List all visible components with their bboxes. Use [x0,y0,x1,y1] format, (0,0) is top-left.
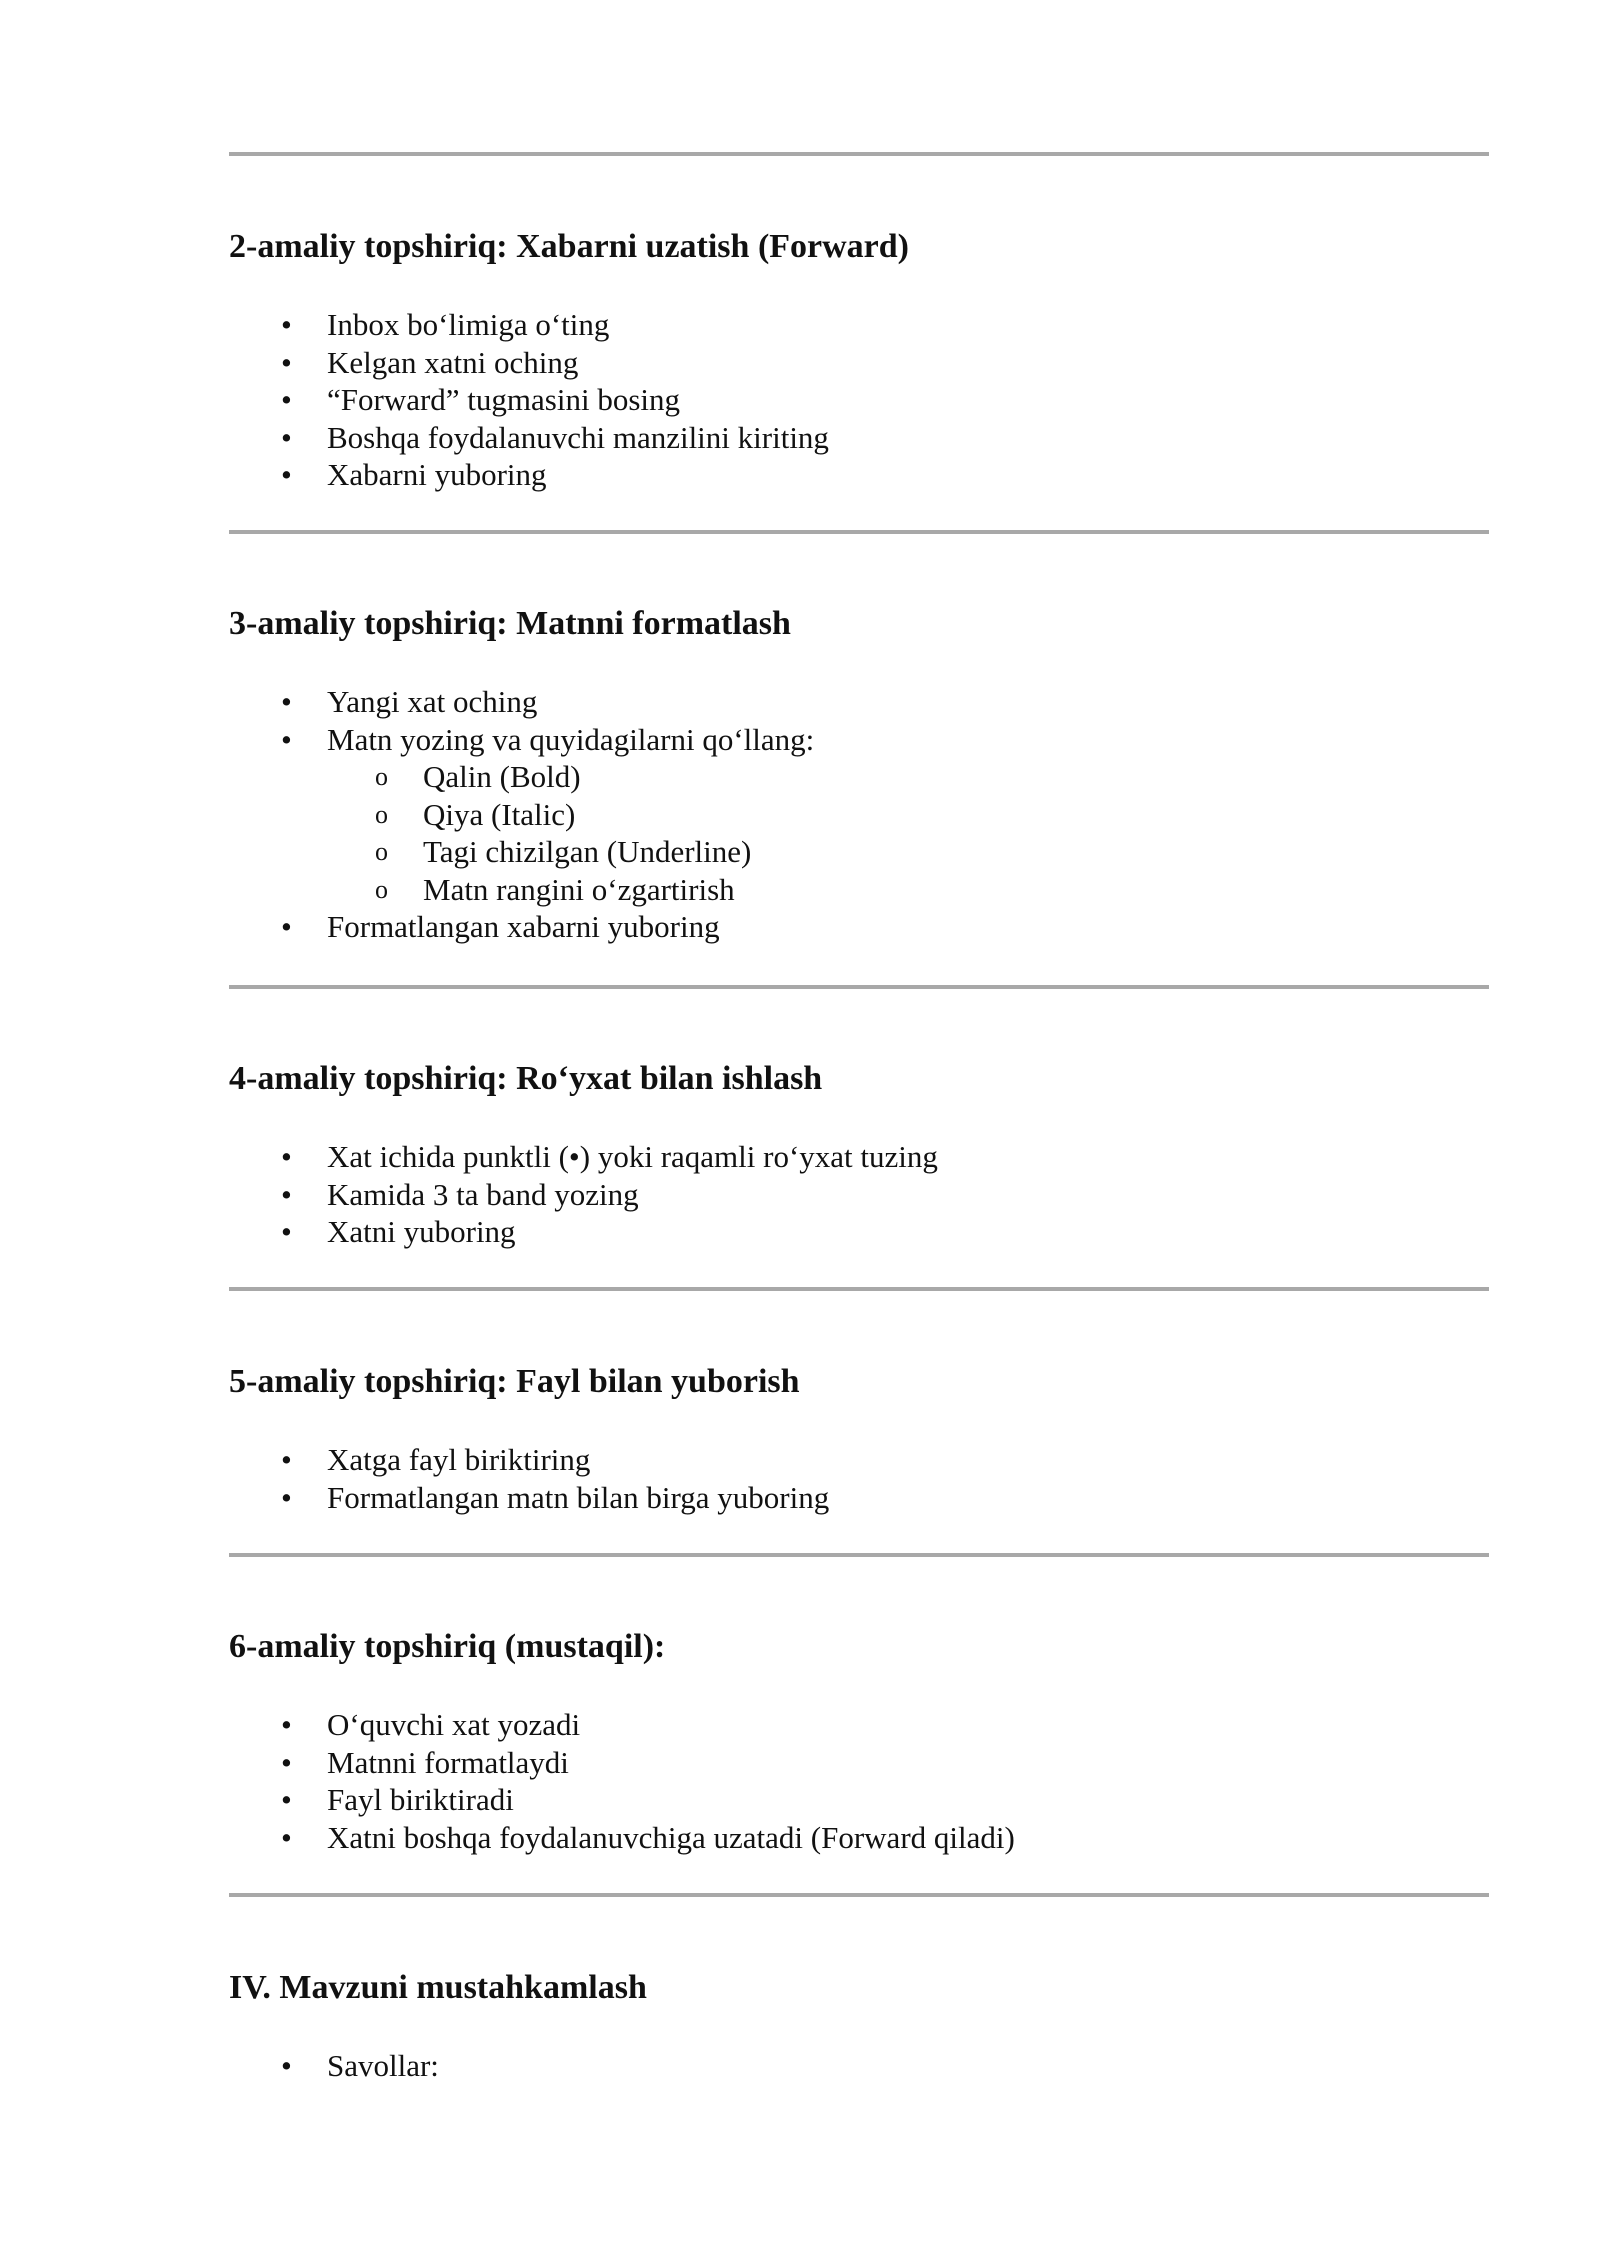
bullet-icon: • [281,1214,292,1249]
bullet-icon: • [281,1744,292,1780]
horizontal-rule [229,1287,1489,1291]
circle-bullet-icon: o [375,799,388,829]
bullet-icon: • [281,382,292,417]
bullet-icon: • [281,721,292,757]
bullet-icon: • [281,1479,292,1515]
bullet-icon: • [281,344,292,380]
horizontal-rule [229,1893,1489,1897]
bullet-icon: • [281,1707,292,1742]
horizontal-rule [229,985,1489,989]
bullet-icon: • [281,1442,292,1477]
horizontal-rule [229,530,1489,534]
section-heading: 5-amaliy topshiriq: Fayl bilan yuborish [229,1363,800,1400]
bullet-icon: • [281,2048,292,2083]
horizontal-rule [229,152,1489,156]
section-heading: 2-amaliy topshiriq: Xabarni uzatish (Forward) [229,228,909,265]
bullet-icon: • [281,419,292,455]
circle-bullet-icon: o [375,837,388,866]
circle-bullet-icon: o [375,762,388,791]
bullet-icon: • [281,684,292,719]
bullet-icon: • [281,307,292,342]
section-heading: 4-amaliy topshiriq: Ro‘yxat bilan ishlash [229,1060,823,1097]
horizontal-rule [229,1553,1489,1557]
section-heading: IV. Mavzuni mustahkamlash [229,1969,647,2006]
bullet-icon: • [281,457,292,492]
bullet-icon: • [281,1176,292,1212]
bullet-icon: • [281,909,292,944]
bullet-icon: • [281,1819,292,1855]
bullet-icon: • [281,1139,292,1174]
section-heading: 3-amaliy topshiriq: Matnni formatlash [229,605,791,642]
section-heading: 6-amaliy topshiriq (mustaqil): [229,1628,666,1665]
circle-bullet-icon: o [375,874,388,904]
bullet-icon: • [281,1782,292,1817]
